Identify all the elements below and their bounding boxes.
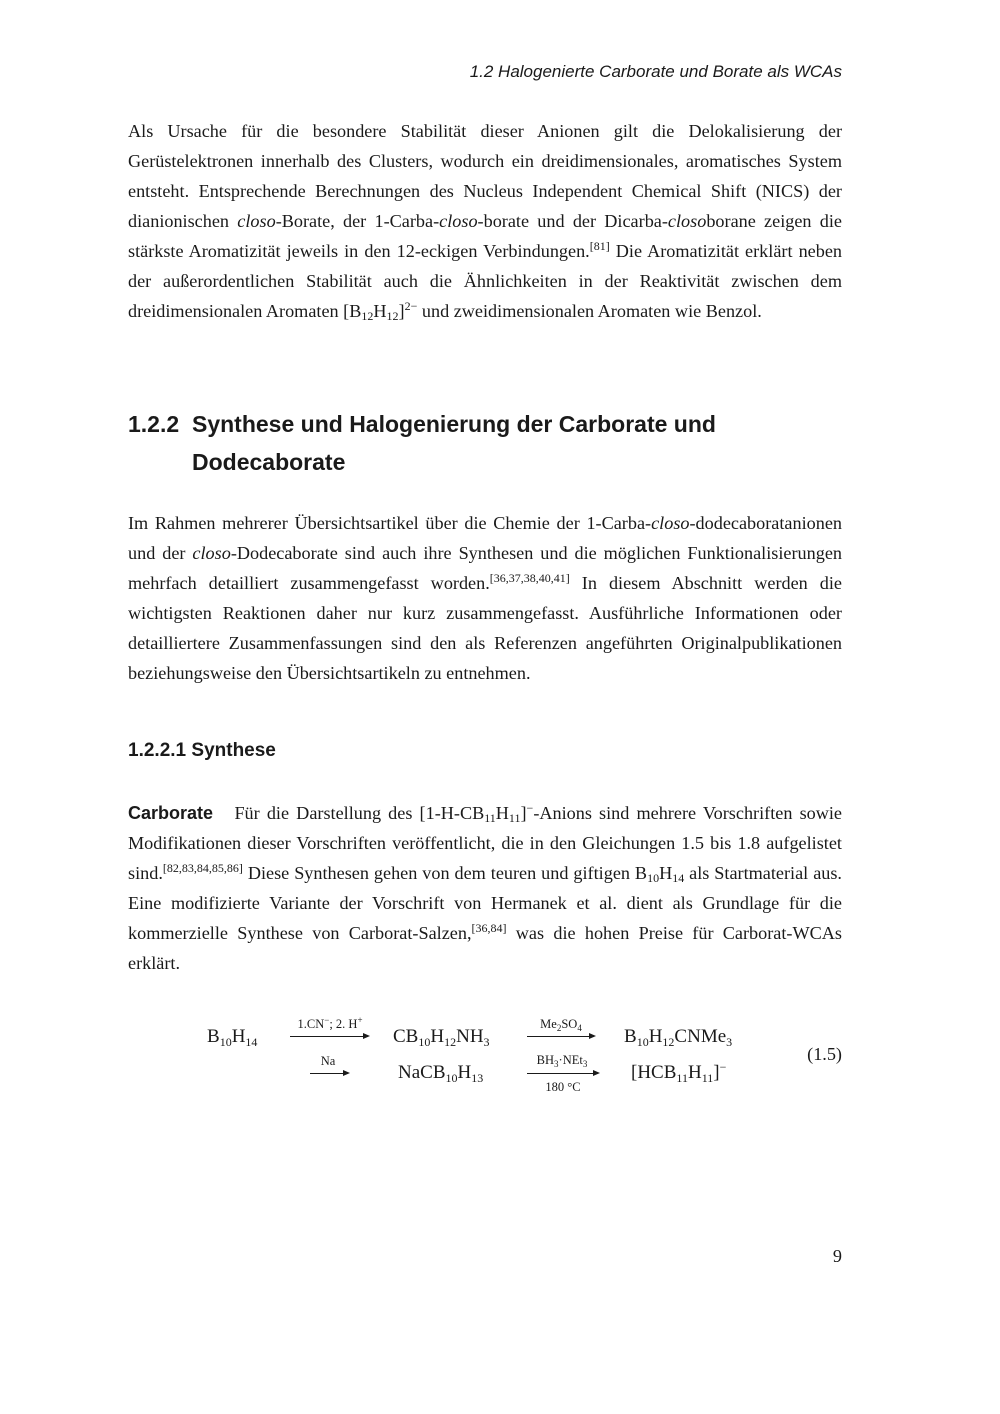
paragraph-aromaticity: Als Ursache für die besondere Stabilität dieser Anionen gilt die Delokalisierung der Gerüstelektronen innerhalb des Clusters, wodurch ein dreidimensionales, aromatisches System entsteht. Entsprechende Berechnungen des Nucleus Independent Chemical Shift (NICS) der dianionischen closo-Borate, der 1-Carba-closo-borate und der Dicarba-closoborane zeigen die stärkste Aromatizität jeweils in den 12-eckigen Verbindungen.[81] Die Aromatizität erklärt neben der außerordentlichen Stabilität auch die Ähnlichkeiten in der Reaktivität zwischen dem dreidimensionalen Aromaten $[B_{12}H_{12}]^{2-}$ und zweidimensionalen Aromaten wie Benzol. bbox=[128, 121, 842, 323]
subsection-heading bbox=[128, 738, 276, 764]
arrow-label-temperature: 180 °C bbox=[545, 1080, 581, 1094]
section-title-line1: Synthese und Halogenierung der Carborate und bbox=[192, 411, 716, 437]
paragraph-overview: Im Rahmen mehrerer Übersichtsartikel über die Chemie der 1-Carba-closo-dodecaboratanionen und der closo-Dodecaborate sind auch ihre Synthesen und die möglichen Funktionalisierungen mehrfach detailliert zusammengefasst worden.[36,37,38,40,41] In diesem Abschnitt werden die wichtigsten Reaktionen daher nur kurz zusammengefasst. Ausführliche Informationen oder detailliertere Zusammenfassungen sind den als Referenzen angeführten Originalpublikationen beziehungsweise den Übersichtsartikeln zu entnehmen. bbox=[128, 513, 842, 683]
citation: [82,83,84,85,86] bbox=[162, 861, 243, 875]
paragraph-carborate: Carborate Für die Darstellung des $[1-H-CB_{11}H_{11}]^-$-Anions sind mehrere Vorschriften sowie Modifikationen dieser Vorschriften veröffentlicht, die in den Gleichungen 1.5 bis 1.8 aufgelistet sind.[82,83,84,85,86] Diese Synthesen gehen von dem teuren und giftigen $B_{10}H_{14}$ als Startmaterial aus. Eine modifizierte Variante der Vorschrift von Hermanek et al. dient als Grundlage für die kommerzielle Synthese von Carborat-Salzen,[36,84] was die hohen Preise für Carborat-WCAs erklärt. bbox=[128, 801, 842, 973]
subsection-number: 1.2.2.1 bbox=[128, 740, 187, 761]
citation: [36,37,38,40,41] bbox=[489, 571, 570, 585]
arrow-label-bh3-net3: $BH_3\cdot NEt_3$ bbox=[536, 1053, 588, 1069]
intermediate-cb10h12nh3: $CB_{10}H_{12}NH_3$ bbox=[393, 1026, 490, 1049]
arrow-label-me2so4: $Me_2SO_4$ bbox=[540, 1017, 582, 1033]
arrow-label-na: Na bbox=[320, 1054, 336, 1068]
section-number: 1.2.2 bbox=[128, 411, 180, 437]
citation: [36,84] bbox=[471, 921, 507, 935]
equation-1-5 bbox=[128, 1010, 842, 1100]
section-heading bbox=[128, 405, 842, 481]
product-hcb11h11-anion: $[HCB_{11}H_{11}]^-$ bbox=[631, 1060, 727, 1085]
runin-heading: Carborate bbox=[128, 803, 214, 823]
reactant-b10h14: $B_{10}H_{14}$ bbox=[207, 1026, 258, 1049]
subsection-title: Synthese bbox=[191, 740, 276, 761]
reaction-arrow bbox=[290, 1036, 368, 1037]
reaction-arrow bbox=[310, 1073, 348, 1074]
section-title-line2: Dodecaborate bbox=[192, 449, 346, 475]
reaction-arrow bbox=[527, 1036, 594, 1037]
intermediate-nacb10h13: $NaCB_{10}H_{13}$ bbox=[398, 1062, 484, 1085]
citation: [81] bbox=[589, 239, 610, 253]
arrow-label-cn-h: 1.CN−; 2. H+ bbox=[297, 1015, 363, 1031]
product-b10h12cnme3: $B_{10}H_{12}CNMe_3$ bbox=[624, 1026, 733, 1049]
page-number: 9 bbox=[832, 1246, 842, 1266]
equation-number: (1.5) bbox=[807, 1044, 842, 1064]
running-header: 1.2 Halogenierte Carborate und Borate als WCAs bbox=[469, 62, 842, 81]
reaction-arrow bbox=[527, 1073, 598, 1074]
